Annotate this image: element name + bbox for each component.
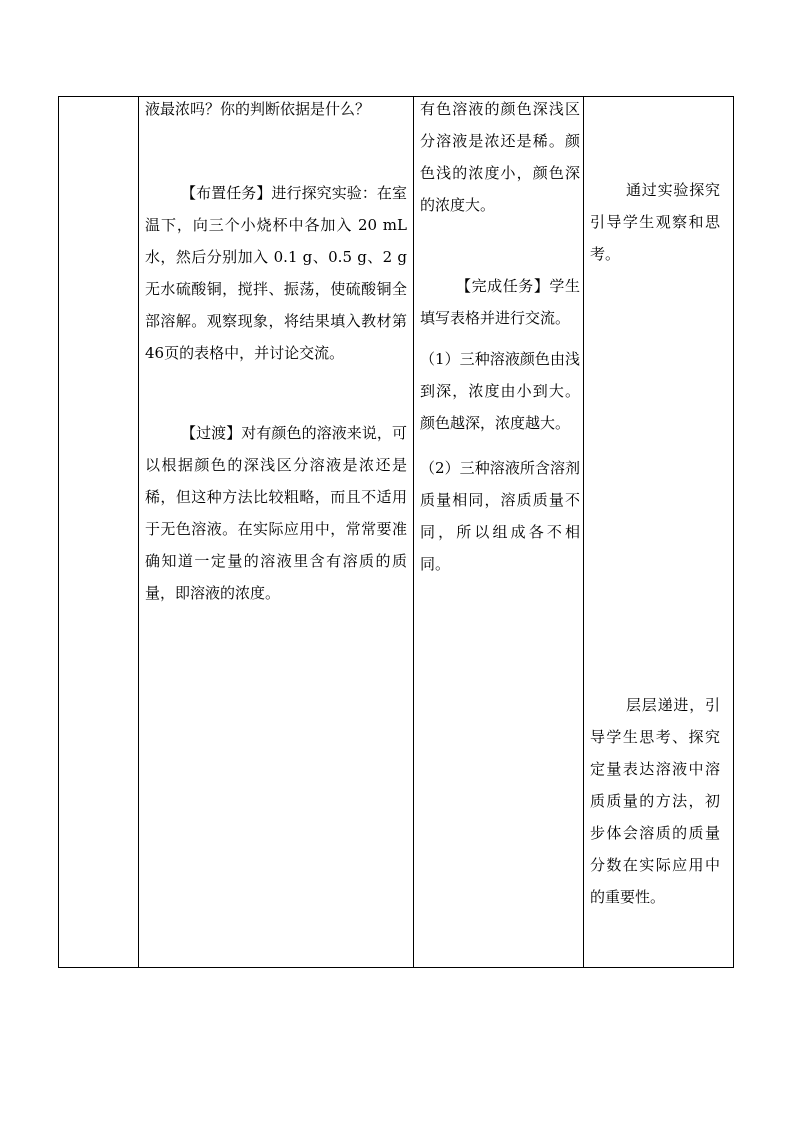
design-intent-2-text: 层层递进，引导学生思考、探究定量表达溶液中溶质质量的方法，初步体会溶质的质量分数在实际应用中的重要性。 — [590, 696, 720, 906]
result-2-text: （2）三种溶液所含溶剂质量相同，溶质质量不同，所以组成各不相同。 — [420, 459, 580, 573]
assign-task-text: 【布置任务】进行探究实验：在室温下，向三个小烧杯中各加入 20 mL 水，然后分别加入 0.1 g、0.5 g、2 g 无水硫酸铜，搅拌、振荡，使硫酸铜全部溶解。观察现象，将结果填入教材第46页的表格中，并讨论交流。 — [145, 184, 407, 362]
table-row — [59, 97, 734, 968]
stage-cell — [59, 97, 139, 968]
transition-text: 【过渡】对有颜色的溶液来说，可以根据颜色的深浅区分溶液是浓还是稀，但这种方法比较粗略，而且不适用于无色溶液。在实际应用中，常常要准确知道一定量的溶液里含有溶质的质量，即溶液的浓度。 — [145, 424, 407, 602]
continued-question-text: 液最浓吗？你的判断依据是什么？ — [145, 100, 371, 118]
design-intent-1-text: 通过实验探究引导学生观察和思考。 — [590, 181, 720, 263]
lesson-plan-table — [58, 96, 734, 968]
result-1-text: （1）三种溶液颜色由浅到深，浓度由小到大。颜色越深，浓度越大。 — [420, 350, 580, 432]
design-intent-cell — [584, 97, 734, 968]
student-activity-cell — [414, 97, 584, 968]
teacher-activity-cell — [139, 97, 414, 968]
student-answer-text: 有色溶液的颜色深浅区分溶液是浓还是稀。颜色浅的浓度小，颜色深的浓度大。 — [420, 100, 580, 214]
complete-task-text: 【完成任务】学生填写表格并进行交流。 — [420, 277, 580, 327]
